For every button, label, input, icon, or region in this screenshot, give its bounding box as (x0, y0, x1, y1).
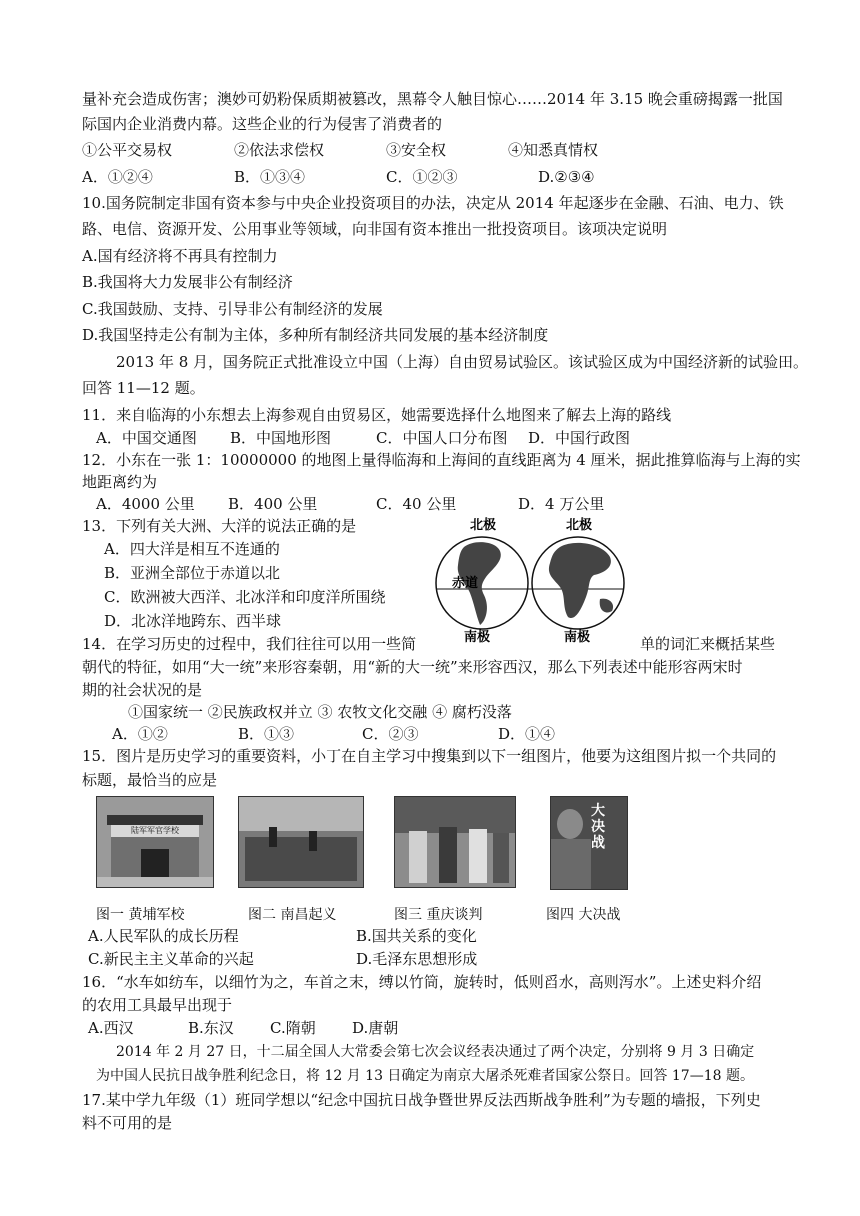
q16-line1: 16．“水车如纺车，以细竹为之，车首之末，缚以竹筒，旋转时，低则舀水，高则泻水”。上述史料介绍 (82, 973, 762, 991)
q13-option: B．亚洲全部位于赤道以北 (104, 564, 281, 582)
q13-stem: 13．下列有关大洲、大洋的说法正确的是 (82, 517, 357, 535)
q10-option: B.我国将大力发展非公有制经济 (82, 273, 293, 291)
map-south-left: 南极 (464, 630, 491, 645)
q10-option: A.国有经济将不再具有控制力 (82, 247, 278, 265)
photo1-sign: 陆军军官学校 (111, 825, 199, 837)
q14-option: A．①② (112, 725, 168, 743)
q11-option: A．中国交通图 (96, 429, 197, 447)
q12-option: B．400 公里 (228, 495, 318, 513)
photo-whampoa-academy (96, 796, 214, 888)
q14-option: C．②③ (362, 725, 419, 743)
q9-option: A．①②④ (82, 168, 153, 186)
q15-option: B.国共关系的变化 (356, 927, 477, 945)
q10-line2: 路、电信、资源开发、公用事业等领域，向非国有资本推出一批投资项目。该项决定说明 (82, 220, 668, 238)
q12-options (96, 494, 604, 514)
q14-line3: 期的社会状况的是 (82, 681, 203, 699)
intro17-line2: 为中国人民抗日战争胜利纪念日，将 12 月 13 日确定为南京大屠杀死难者国家公祭日。回答 17—18 题。 (96, 1068, 754, 1084)
q10-line1: 10.国务院制定非国有资本参与中央企业投资项目的办法，决定从 2014 年起逐步在金融、石油、电力、铁 (82, 194, 784, 212)
q14-option: D．①④ (498, 725, 556, 743)
q11-options (96, 428, 630, 448)
q9-option: B．①③④ (234, 168, 306, 186)
q12-line1: 12．小东在一张 1：10000000 的地图上量得临海和上海间的直线距离为 4 厘米，据此推算临海与上海的实 (82, 451, 801, 469)
q9-options (82, 167, 595, 187)
q15-option: D.毛泽东思想形成 (356, 950, 478, 968)
q12-option: C．40 公里 (376, 495, 457, 513)
q10-option: C.我国鼓励、支持、引导非公有制经济的发展 (82, 300, 383, 318)
q14-line1a: 14．在学习历史的过程中，我们往往可以用一些简 (82, 635, 417, 653)
map-north-left: 北极 (470, 518, 497, 533)
caption-1: 图一 黄埔军校 (96, 907, 185, 923)
q14-items: ①国家统一 ②民族政权并立 ③ 农牧文化交融 ④ 腐朽没落 (128, 703, 512, 721)
q17-line1: 17.某中学九年级（1）班同学想以“纪念中国抗日战争暨世界反法西斯战争胜利”为专题的墙报，下列史 (82, 1091, 761, 1109)
q9-item: ④知悉真情权 (508, 141, 599, 159)
q11-option: C．中国人口分布图 (376, 429, 508, 447)
q9-items (82, 140, 598, 160)
map-south-right: 南极 (564, 630, 591, 645)
q12-option: A．4000 公里 (96, 495, 195, 513)
q12-option: D．4 万公里 (518, 495, 605, 513)
map-equator-label: 赤道 (452, 576, 479, 591)
q11-option: D．中国行政图 (528, 429, 631, 447)
photo-nanchang-uprising (238, 796, 364, 888)
q16-option: B.东汉 (188, 1019, 234, 1037)
q9-item: ③安全权 (386, 141, 447, 159)
q9-option: C．①②③ (386, 168, 458, 186)
q15-option: A.人民军队的成长历程 (88, 927, 239, 945)
q9-line2: 际国内企业消费内幕。这些企业的行为侵害了消费者的 (82, 115, 443, 133)
q16-option: A.西汉 (88, 1019, 134, 1037)
q16-options (88, 1018, 398, 1038)
photo4-title: 大决战 (591, 803, 605, 851)
intro17-line1: 2014 年 2 月 27 日，十二届全国人大常委会第七次会议经表决通过了两个决定，分别将 9 月 3 日确定 (116, 1044, 755, 1060)
q9-option: D.②③④ (538, 168, 595, 186)
q10-option: D.我国坚持走公有制为主体，多种所有制经济共同发展的基本经济制度 (82, 326, 549, 344)
q9-item: ②依法求偿权 (234, 141, 325, 159)
photo-chongqing-negotiation (394, 796, 516, 888)
q15-line2: 标题，最恰当的应是 (82, 771, 218, 789)
q14-option: B．①③ (238, 725, 295, 743)
q15-line1: 15．图片是历史学习的重要资料，小丁在自主学习中搜集到以下一组图片，他要为这组图片拟一个共同的 (82, 747, 777, 765)
q13-option: D．北冰洋地跨东、西半球 (104, 612, 282, 630)
caption-2: 图二 南昌起义 (248, 907, 337, 923)
q15-option: C.新民主主义革命的兴起 (88, 950, 254, 968)
q11-option: B．中国地形图 (230, 429, 332, 447)
q14-line1b: 单的词汇来概括某些 (640, 635, 776, 653)
q11-stem: 11．来自临海的小东想去上海参观自由贸易区，她需要选择什么地图来了解去上海的路线 (82, 406, 672, 424)
q14-line2: 朝代的特征，如用“大一统”来形容秦朝，用“新的大一统”来形容西汉，那么下列表述中能形容两宋时 (82, 658, 743, 676)
q14-options (112, 724, 555, 744)
q12-line2: 地距离约为 (82, 473, 158, 491)
caption-3: 图三 重庆谈判 (394, 907, 483, 923)
map-north-right: 北极 (566, 518, 593, 533)
photo-decisive-battle-poster (550, 796, 628, 890)
q17-line2: 料不可用的是 (82, 1114, 173, 1132)
intro11-line1: 2013 年 8 月，国务院正式批准设立中国（上海）自由贸易试验区。该试验区成为中国经济新的试验田。 (116, 353, 809, 371)
q16-line2: 的农用工具最早出现于 (82, 996, 233, 1014)
q9-item: ①公平交易权 (82, 141, 173, 159)
intro11-line2: 回答 11—12 题。 (82, 379, 205, 397)
q9-line1: 量补充会造成伤害；澳妙可奶粉保质期被篡改，黑幕令人触目惊心……2014 年 3.15 晚会重磅揭露一批国 (82, 90, 783, 108)
caption-4: 图四 大决战 (546, 907, 621, 923)
q13-option: C．欧洲被大西洋、北冰洋和印度洋所围绕 (104, 588, 386, 606)
q16-option: D.唐朝 (352, 1019, 399, 1037)
q16-option: C.隋朝 (270, 1019, 316, 1037)
hemispheres-map (434, 517, 628, 645)
q13-option: A．四大洋是相互不连通的 (104, 540, 280, 558)
